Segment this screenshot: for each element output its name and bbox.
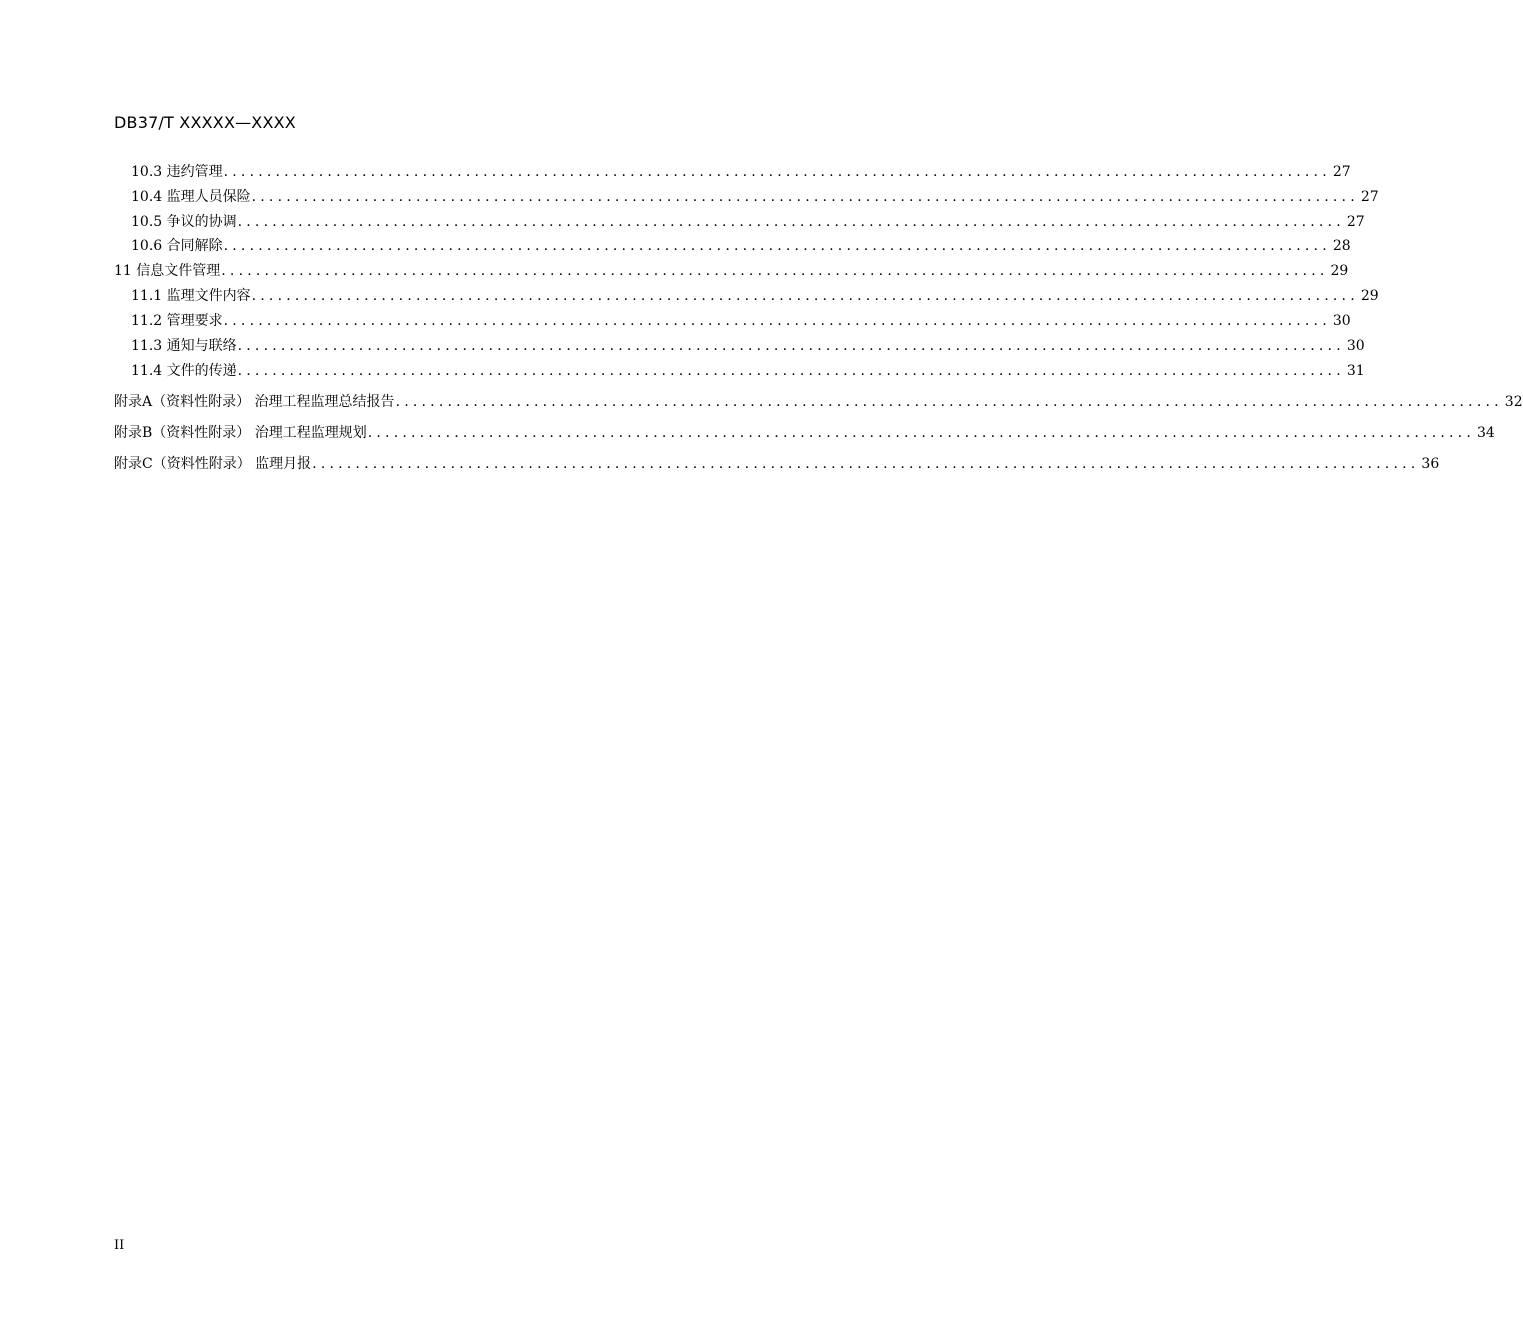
toc-entry[interactable] bbox=[131, 187, 1379, 207]
toc-entry-appendix-b[interactable] bbox=[114, 423, 1495, 443]
toc-entry-page: 31 bbox=[1346, 363, 1365, 379]
toc-leader-dots: ................................................................................................................................ bbox=[237, 214, 1345, 230]
toc-leader-dots: ................................................................................................................................ bbox=[223, 313, 1331, 329]
toc-leader-dots: ................................................................................................................................ bbox=[367, 425, 1475, 441]
toc-entry-label: 11.2 管理要求 bbox=[131, 313, 223, 329]
toc-entry-label: 11.4 文件的传递 bbox=[131, 363, 237, 379]
toc-entry-label: 附录C（资料性附录） 监理月报 bbox=[114, 456, 312, 472]
toc-entry[interactable] bbox=[131, 162, 1351, 182]
toc-leader-dots: ................................................................................................................................ bbox=[223, 238, 1331, 254]
toc-entry[interactable] bbox=[131, 361, 1365, 381]
toc-entry-page: 28 bbox=[1332, 238, 1351, 254]
toc-entry-label: 11 信息文件管理 bbox=[114, 263, 221, 279]
toc-entry[interactable] bbox=[131, 286, 1379, 306]
toc-entry-label: 11.3 通知与联络 bbox=[131, 338, 237, 354]
toc-entry-page: 32 bbox=[1504, 394, 1523, 410]
toc-entry-appendix-a[interactable] bbox=[114, 392, 1523, 412]
toc-entry[interactable] bbox=[131, 311, 1351, 331]
toc-entry[interactable] bbox=[131, 212, 1365, 232]
document-code-header: DB37/T XXXXX—XXXX bbox=[114, 113, 296, 132]
toc-entry-appendix-c[interactable] bbox=[114, 454, 1440, 474]
toc-entry[interactable] bbox=[131, 336, 1365, 356]
toc-entry-page: 36 bbox=[1421, 456, 1440, 472]
toc-leader-dots: ................................................................................................................................ bbox=[312, 456, 1420, 472]
toc-entry-page: 27 bbox=[1332, 164, 1351, 180]
toc-entry-page: 30 bbox=[1346, 338, 1365, 354]
toc-leader-dots: ................................................................................................................................ bbox=[221, 263, 1329, 279]
toc-entry-page: 29 bbox=[1360, 288, 1379, 304]
toc-entry-page: 29 bbox=[1330, 263, 1349, 279]
toc-leader-dots: ................................................................................................................................ bbox=[251, 288, 1359, 304]
toc-entry-label: 10.3 违约管理 bbox=[131, 164, 223, 180]
toc-entry-label: 附录A（资料性附录） 治理工程监理总结报告 bbox=[114, 394, 395, 410]
toc-leader-dots: ................................................................................................................................ bbox=[237, 338, 1345, 354]
toc-entry-label: 附录B（资料性附录） 治理工程监理规划 bbox=[114, 425, 367, 441]
page-number: II bbox=[114, 1238, 125, 1253]
toc-leader-dots: ................................................................................................................................ bbox=[237, 363, 1345, 379]
toc-entry-label: 10.6 合同解除 bbox=[131, 238, 223, 254]
toc-entry-page: 34 bbox=[1476, 425, 1495, 441]
toc-entry-page: 27 bbox=[1360, 189, 1379, 205]
toc-entry-label: 10.4 监理人员保险 bbox=[131, 189, 251, 205]
toc-leader-dots: ................................................................................................................................ bbox=[395, 394, 1503, 410]
toc-entry[interactable] bbox=[131, 236, 1351, 256]
toc-entry-page: 30 bbox=[1332, 313, 1351, 329]
toc-entry-label: 11.1 监理文件内容 bbox=[131, 288, 251, 304]
toc-leader-dots: ................................................................................................................................ bbox=[223, 164, 1331, 180]
toc-entry-page: 27 bbox=[1346, 214, 1365, 230]
toc-entry-label: 10.5 争议的协调 bbox=[131, 214, 237, 230]
toc-leader-dots: ................................................................................................................................ bbox=[251, 189, 1359, 205]
toc-entry[interactable] bbox=[114, 261, 1349, 281]
